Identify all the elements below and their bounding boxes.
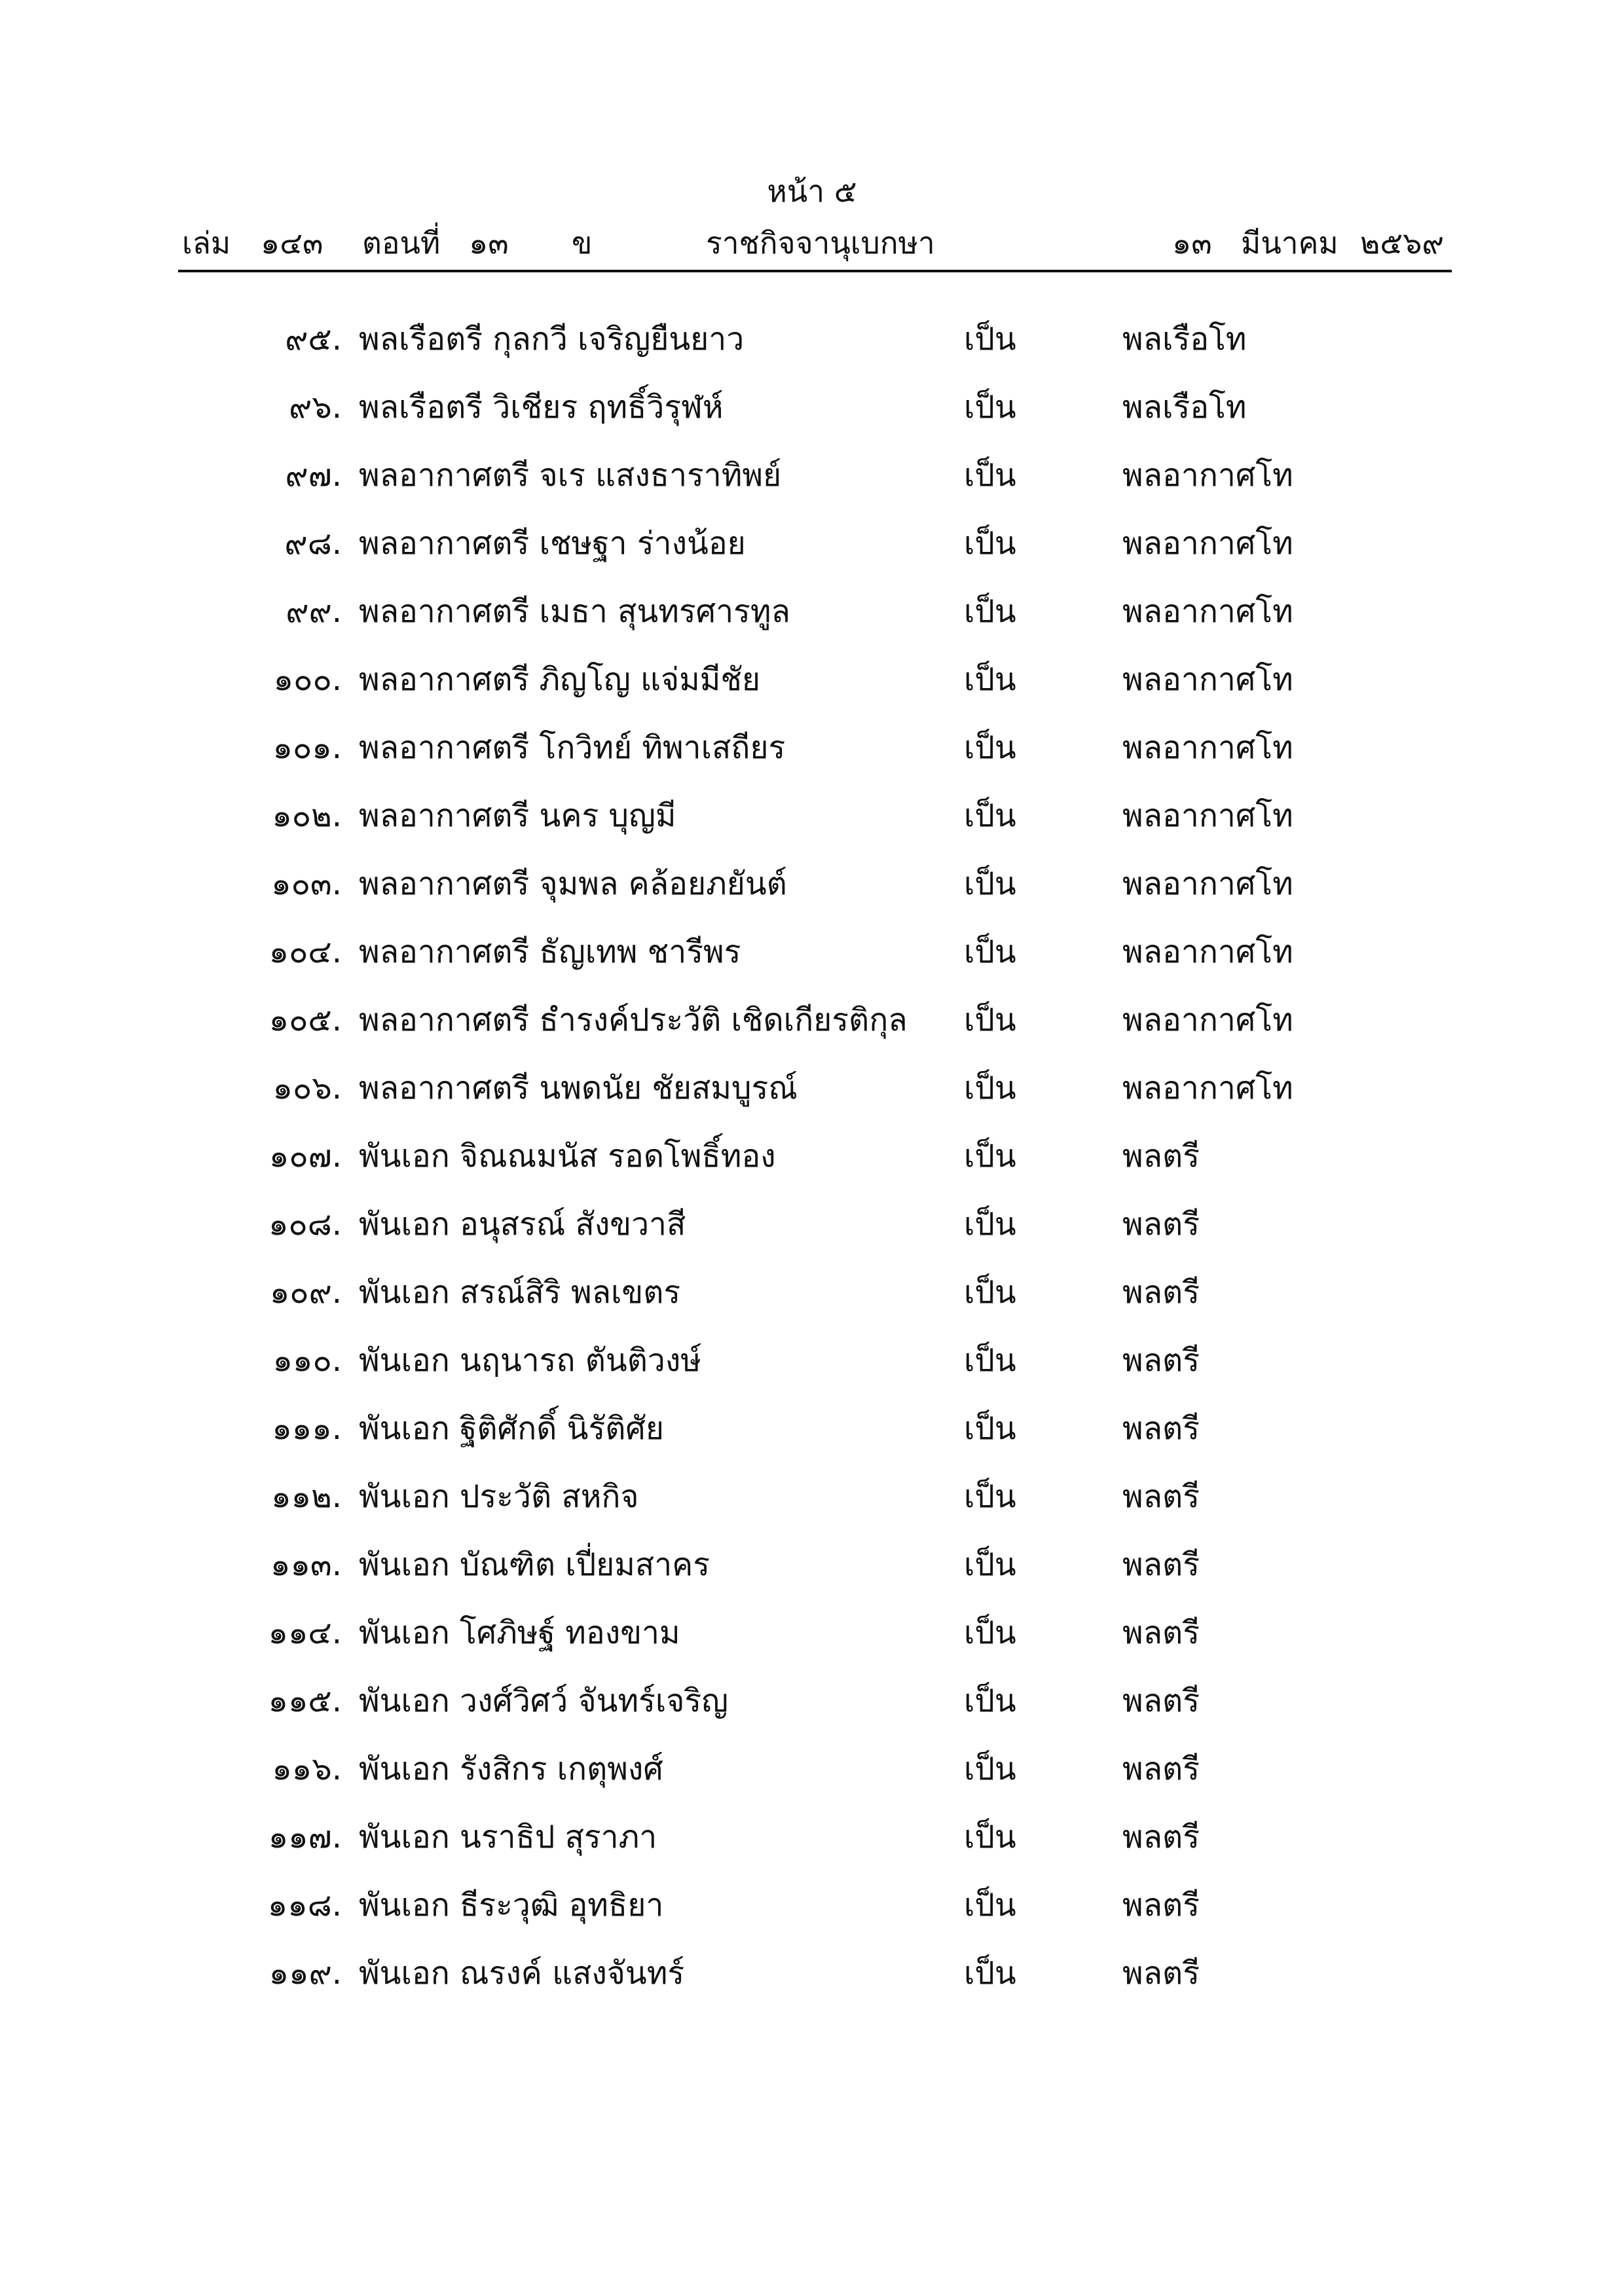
list-item (0, 1947, 1624, 2015)
officer-name: พันเอก นฤนารถ ตันติวงษ์ (359, 1342, 701, 1379)
list-item (0, 1198, 1624, 1266)
list-item (0, 1743, 1624, 1811)
officer-name: พันเอก ฐิติศักดิ์ นิรัติศัย (359, 1410, 664, 1447)
entry-number: ๑๑๐. (272, 1342, 342, 1379)
list-item (0, 1675, 1624, 1743)
entry-number: ๑๐๐. (273, 661, 342, 698)
list-item (0, 858, 1624, 926)
entry-number: ๑๑๗. (268, 1819, 342, 1855)
new-rank: พลอากาศโท (1122, 1002, 1293, 1038)
officer-name: พลอากาศตรี จุมพล คล้อยภยันต์ (359, 866, 787, 902)
entry-number: ๑๐๔. (268, 934, 342, 970)
list-item (0, 653, 1624, 721)
officer-name: พลอากาศตรี ธัญเทพ ชารีพร (359, 934, 741, 970)
as-word: เป็น (964, 1342, 1016, 1379)
gazette-title: ราชกิจจานุเบกษา (706, 225, 935, 261)
new-rank: พลตรี (1122, 1478, 1200, 1515)
as-word: เป็น (964, 1819, 1016, 1855)
list-item (0, 1266, 1624, 1334)
entry-number: ๑๐๕. (268, 1002, 342, 1038)
new-rank: พลอากาศโท (1122, 1070, 1293, 1106)
entry-number: ๙๘. (284, 525, 342, 562)
new-rank: พลตรี (1122, 1138, 1200, 1175)
as-word: เป็น (964, 1955, 1016, 1992)
entry-number: ๑๑๑. (272, 1410, 342, 1447)
officer-name: พลอากาศตรี เมธา สุนทรศารทูล (359, 593, 790, 630)
header-divider (178, 270, 1452, 272)
as-word: เป็น (964, 1546, 1016, 1583)
officer-name: พันเอก อนุสรณ์ สังขวาสี (359, 1206, 686, 1243)
entry-number: ๑๐๘. (268, 1206, 342, 1243)
list-item (0, 1062, 1624, 1130)
new-rank: พลอากาศโท (1122, 593, 1293, 630)
new-rank: พลตรี (1122, 1955, 1200, 1992)
date-month: มีนาคม (1241, 225, 1338, 261)
new-rank: พลอากาศโท (1122, 457, 1293, 494)
list-item (0, 1470, 1624, 1539)
new-rank: พลอากาศโท (1122, 866, 1293, 902)
entry-number: ๙๕. (285, 321, 342, 357)
entry-number: ๑๐๖. (272, 1070, 342, 1106)
officer-name: พันเอก สรณ์สิริ พลเขตร (359, 1274, 681, 1311)
as-word: เป็น (964, 661, 1016, 698)
new-rank: พลเรือโท (1122, 321, 1247, 357)
list-item (0, 926, 1624, 994)
date-day: ๑๓ (1172, 225, 1212, 261)
new-rank: พลตรี (1122, 1614, 1200, 1651)
list-item (0, 994, 1624, 1062)
as-word: เป็น (964, 1410, 1016, 1447)
officer-name: พลอากาศตรี เชษฐา ร่างน้อย (359, 525, 746, 562)
as-word: เป็น (964, 389, 1016, 426)
list-item (0, 1130, 1624, 1198)
entry-number: ๙๗. (285, 457, 342, 494)
list-item (0, 517, 1624, 585)
list-item (0, 1607, 1624, 1675)
officer-name: พลเรือตรี กุลกวี เจริญยืนยาว (359, 321, 745, 357)
officer-name: พันเอก ธีระวุฒิ อุทธิยา (359, 1887, 664, 1923)
as-word: เป็น (964, 1614, 1016, 1651)
entry-number: ๑๑๓. (270, 1546, 342, 1583)
entry-number: ๑๐๙. (269, 1274, 342, 1311)
new-rank: พลตรี (1122, 1410, 1200, 1447)
new-rank: พลตรี (1122, 1751, 1200, 1787)
list-item (0, 1811, 1624, 1879)
officer-name: พันเอก บัณฑิต เปี่ยมสาคร (359, 1546, 710, 1583)
volume-number: ๑๔๓ (261, 225, 323, 261)
as-word: เป็น (964, 457, 1016, 494)
officer-name: พันเอก โศภิษฐ์ ทองขาม (359, 1614, 680, 1651)
page-number: หน้า ๕ (767, 173, 857, 209)
entry-number: ๑๑๕. (268, 1683, 342, 1719)
list-item (0, 449, 1624, 517)
officer-name: พลอากาศตรี ธำรงค์ประวัติ เชิดเกียรติกุล (359, 1002, 908, 1038)
list-item (0, 721, 1624, 790)
as-word: เป็น (964, 525, 1016, 562)
list-item (0, 585, 1624, 653)
entry-number: ๙๙. (286, 593, 342, 630)
officer-name: พลอากาศตรี นพดนัย ชัยสมบูรณ์ (359, 1070, 798, 1106)
as-word: เป็น (964, 729, 1016, 766)
new-rank: พลตรี (1122, 1206, 1200, 1243)
officer-name: พันเอก นราธิป สุราภา (359, 1819, 657, 1855)
new-rank: พลเรือโท (1122, 389, 1247, 426)
as-word: เป็น (964, 1887, 1016, 1923)
list-item (0, 790, 1624, 858)
new-rank: พลตรี (1122, 1887, 1200, 1923)
entry-number: ๙๖. (289, 389, 342, 426)
section-type: ข (572, 225, 593, 261)
officer-name: พันเอก วงศ์วิศว์ จันทร์เจริญ (359, 1683, 729, 1719)
section-number: ๑๓ (469, 225, 509, 261)
new-rank: พลตรี (1122, 1274, 1200, 1311)
volume-label: เล่ม (182, 225, 231, 261)
entry-number: ๑๐๒. (272, 797, 342, 834)
list-item (0, 1879, 1624, 1947)
new-rank: พลตรี (1122, 1342, 1200, 1379)
as-word: เป็น (964, 866, 1016, 902)
as-word: เป็น (964, 1751, 1016, 1787)
officer-name: พลอากาศตรี จเร แสงธาราทิพย์ (359, 457, 782, 494)
as-word: เป็น (964, 1206, 1016, 1243)
as-word: เป็น (964, 1070, 1016, 1106)
as-word: เป็น (964, 1138, 1016, 1175)
list-item (0, 1334, 1624, 1402)
date-year: ๒๕๖๙ (1360, 225, 1445, 261)
entry-number: ๑๐๓. (271, 866, 342, 902)
as-word: เป็น (964, 934, 1016, 970)
as-word: เป็น (964, 593, 1016, 630)
new-rank: พลอากาศโท (1122, 729, 1293, 766)
entry-number: ๑๑๔. (268, 1614, 342, 1651)
new-rank: พลตรี (1122, 1546, 1200, 1583)
list-item (0, 1402, 1624, 1470)
as-word: เป็น (964, 321, 1016, 357)
officer-name: พันเอก จิณณมนัส รอดโพธิ์ทอง (359, 1138, 776, 1175)
new-rank: พลอากาศโท (1122, 797, 1293, 834)
list-item (0, 313, 1624, 381)
as-word: เป็น (964, 1274, 1016, 1311)
promotion-list (0, 313, 1624, 2015)
entry-number: ๑๐๑. (272, 729, 342, 766)
new-rank: พลอากาศโท (1122, 661, 1293, 698)
officer-name: พันเอก ประวัติ สหกิจ (359, 1478, 639, 1515)
section-label: ตอนที่ (362, 225, 441, 261)
officer-name: พลอากาศตรี โกวิทย์ ทิพาเสถียร (359, 729, 786, 766)
as-word: เป็น (964, 797, 1016, 834)
as-word: เป็น (964, 1683, 1016, 1719)
as-word: เป็น (964, 1478, 1016, 1515)
officer-name: พลเรือตรี วิเชียร ฤทธิ์วิรุฬห์ (359, 389, 724, 426)
officer-name: พันเอก ณรงค์ แสงจันทร์ (359, 1955, 685, 1992)
as-word: เป็น (964, 1002, 1016, 1038)
new-rank: พลตรี (1122, 1819, 1200, 1855)
new-rank: พลอากาศโท (1122, 525, 1293, 562)
new-rank: พลอากาศโท (1122, 934, 1293, 970)
officer-name: พันเอก รังสิกร เกตุพงศ์ (359, 1751, 663, 1787)
gazette-header (0, 223, 1624, 263)
list-item (0, 1539, 1624, 1607)
entry-number: ๑๑๘. (267, 1887, 342, 1923)
officer-name: พลอากาศตรี ภิญโญ แจ่มมีชัย (359, 661, 761, 698)
list-item (0, 381, 1624, 449)
entry-number: ๑๑๒. (271, 1478, 342, 1515)
entry-number: ๑๐๗. (268, 1138, 342, 1175)
new-rank: พลตรี (1122, 1683, 1200, 1719)
entry-number: ๑๑๖. (272, 1751, 342, 1787)
entry-number: ๑๑๙. (268, 1955, 342, 1992)
officer-name: พลอากาศตรี นคร บุญมี (359, 797, 676, 834)
